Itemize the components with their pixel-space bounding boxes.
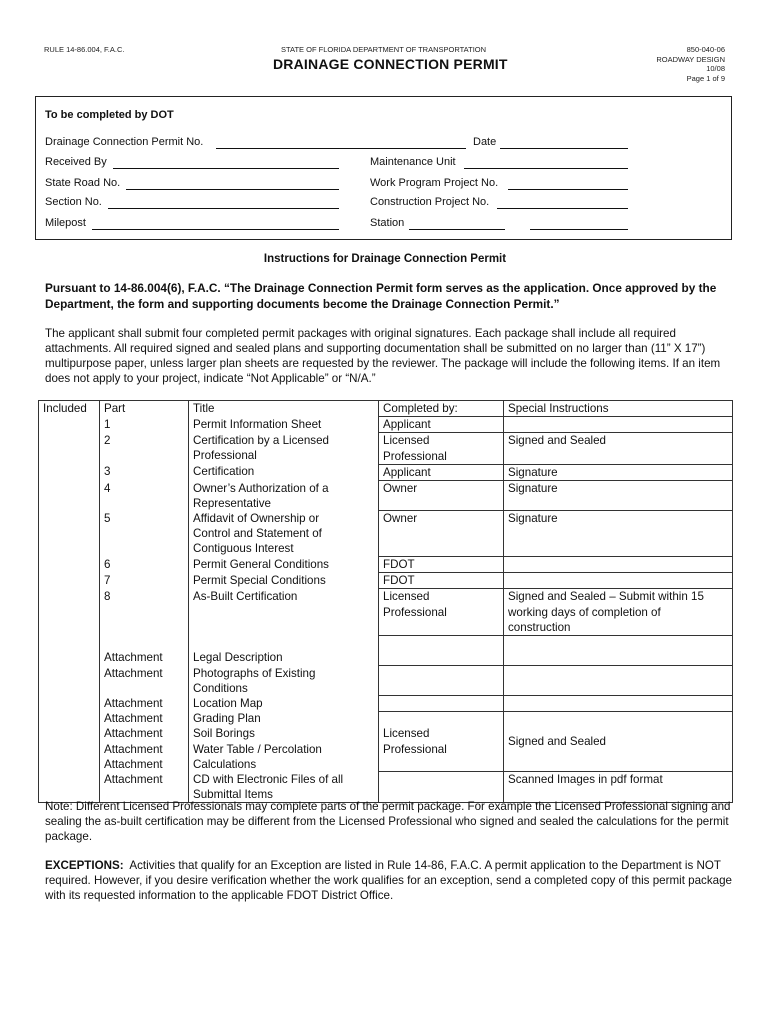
by-line: Licensed (383, 727, 430, 741)
section-field[interactable] (108, 208, 339, 209)
included-cell[interactable] (39, 711, 100, 726)
requirements-table (38, 400, 733, 803)
exceptions-text: Activities that qualify for an Exception are listed in Rule 14-86, F.A.C. A permit application to the Department is NOT required. However, if you desire verification whether the work qualifies for an exception, send a completed copy of this permit package with its requested information to the applicable FDOT District Office. (45, 859, 732, 902)
title-cell: Soil Borings (189, 726, 379, 741)
table-row (39, 417, 733, 433)
table-row (39, 589, 733, 636)
included-cell[interactable] (39, 573, 100, 589)
title-cell: Water Table / Percolation (189, 742, 379, 757)
part-cell: Attachment (100, 772, 189, 803)
station-field-2[interactable] (530, 229, 628, 230)
form-info (656, 45, 725, 83)
part-cell: 4 (100, 481, 189, 511)
construction-project-label: Construction Project No. (370, 196, 490, 208)
title-cell: Calculations (189, 757, 379, 772)
special-cell: Signed and Sealed (504, 433, 733, 464)
part-cell: 6 (100, 557, 189, 573)
part-cell: Attachment (100, 757, 189, 772)
form-number: 850-040-06 (686, 45, 725, 54)
title-cell: Location Map (189, 696, 379, 711)
completed-by-cell: FDOT (379, 573, 504, 589)
title-line: Photographs of Existing (193, 666, 316, 680)
included-cell[interactable] (39, 589, 100, 636)
included-cell[interactable] (39, 481, 100, 511)
completed-by-cell: FDOT (379, 557, 504, 573)
part-cell: 7 (100, 573, 189, 589)
title-cell: Grading Plan (189, 711, 379, 726)
header-special: Special Instructions (504, 401, 733, 417)
table-row (39, 464, 733, 480)
part-cell: 8 (100, 589, 189, 636)
instructions-heading: Instructions for Drainage Connection Permit (263, 253, 507, 265)
special-cell: Signature (504, 511, 733, 557)
by-line: Licensed (383, 434, 430, 448)
by-line: Professional (383, 449, 447, 463)
completed-by-cell (379, 666, 504, 696)
special-line: construction (508, 620, 571, 634)
work-program-field[interactable] (508, 189, 628, 190)
included-cell[interactable] (39, 726, 100, 741)
part-cell: 5 (100, 511, 189, 557)
table-row (39, 511, 733, 557)
part-cell: Attachment (100, 711, 189, 726)
included-cell[interactable] (39, 557, 100, 573)
title-line: Affidavit of Ownership or (193, 511, 320, 525)
completed-by-cell (379, 589, 504, 636)
milepost-field[interactable] (92, 229, 339, 230)
title-cell: Permit Information Sheet (189, 417, 379, 433)
title-cell (189, 433, 379, 464)
applicant-paragraph: The applicant shall submit four completed permit packages with original signatures. Each package shall include all required attachments. All required signed and sealed plans and supporting documentation shall be submitted on no larger than (11” X 17”) multipurpose paper, unless larger plan sheets are requested by the reviewer. The package will include the following items. If an item does not apply to your project, indicate “Not Applicable” or “N/A.” (45, 327, 721, 385)
special-cell: Signature (504, 464, 733, 480)
note-paragraph: Note: Different Licensed Professionals may complete parts of the permit package. For example the Licensed Professional signing and sealing the as-built certification may be different from the Licensed Professional who signed and sealed the calculations for the permit package. (45, 800, 731, 843)
table-row (39, 636, 733, 666)
part-label: Attachment (104, 650, 163, 664)
part-cell: Attachment (100, 742, 189, 757)
exceptions-label: EXCEPTIONS: (45, 859, 124, 872)
special-cell (504, 557, 733, 573)
title-line: Contiguous Interest (193, 542, 294, 556)
part-cell: 2 (100, 433, 189, 464)
by-line: Professional (383, 605, 447, 619)
state-road-label: State Road No. (45, 177, 121, 189)
table-row (39, 481, 733, 511)
special-cell (504, 589, 733, 636)
rule-reference: RULE 14-86.004, F.A.C. (44, 45, 125, 54)
header-completed-by: Completed by: (379, 401, 504, 417)
maintenance-unit-label: Maintenance Unit (370, 156, 456, 168)
work-program-label: Work Program Project No. (370, 177, 499, 189)
special-line: working days of completion of (508, 605, 661, 619)
section-label: Section No. (45, 196, 102, 208)
title-line: Legal Description (193, 650, 283, 664)
title-cell (189, 636, 379, 666)
milepost-label: Milepost (45, 217, 86, 229)
date-label: Date (473, 136, 497, 148)
title-cell (189, 511, 379, 557)
title-line: Owner’s Authorization of a (193, 481, 329, 495)
table-row (39, 711, 733, 726)
permit-no-field[interactable] (216, 148, 466, 149)
title-cell: Certification (189, 464, 379, 480)
table-header-row (39, 401, 733, 417)
table-row (39, 573, 733, 589)
construction-project-field[interactable] (497, 208, 628, 209)
title-cell (189, 481, 379, 511)
special-line: Signed and Sealed (508, 734, 606, 748)
title-line: Certification by a Licensed (193, 433, 329, 447)
pursuant-paragraph: Pursuant to 14-86.004(6), F.A.C. “The Drainage Connection Permit form serves as the application. Once approved by the Department, the form and supporting documents become the Drainage Connection Permit.” (45, 281, 717, 311)
completed-by-cell (379, 433, 504, 464)
title-line: Representative (193, 496, 271, 510)
included-cell[interactable] (39, 511, 100, 557)
title-cell (189, 666, 379, 696)
title-line: Conditions (193, 681, 248, 695)
title-line: Submittal Items (193, 788, 273, 802)
completed-by-group-cell (379, 711, 504, 772)
included-cell[interactable] (39, 636, 100, 666)
exceptions-paragraph (45, 858, 735, 903)
included-cell[interactable] (39, 696, 100, 711)
special-line: Signed and Sealed – Submit within 15 (508, 590, 704, 604)
completed-by-cell (379, 636, 504, 666)
special-cell (504, 573, 733, 589)
part-cell: 1 (100, 417, 189, 433)
table-row (39, 696, 733, 711)
form-revision: 10/08 (706, 64, 725, 73)
special-cell (504, 666, 733, 696)
special-cell (504, 696, 733, 711)
header-part: Part (100, 401, 189, 417)
part-cell: 3 (100, 464, 189, 480)
header-included: Included (39, 401, 100, 417)
part-cell: Attachment (100, 726, 189, 741)
completed-by-cell: Applicant (379, 417, 504, 433)
included-cell[interactable] (39, 433, 100, 464)
part-cell: Attachment (100, 666, 189, 696)
date-field[interactable] (500, 148, 628, 149)
permit-no-label: Drainage Connection Permit No. (45, 136, 204, 148)
state-road-field[interactable] (126, 189, 339, 190)
page-title: DRAINAGE CONNECTION PERMIT (273, 56, 508, 72)
dot-box (35, 96, 732, 240)
title-cell: Permit General Conditions (189, 557, 379, 573)
received-by-field[interactable] (113, 168, 339, 169)
completed-by-cell (379, 696, 504, 711)
included-cell[interactable] (39, 757, 100, 772)
title-cell: Permit Special Conditions (189, 573, 379, 589)
special-cell (504, 417, 733, 433)
special-group-cell (504, 711, 733, 772)
title-line: Control and Statement of (193, 527, 322, 541)
title-line: Professional (193, 449, 257, 463)
included-cell[interactable] (39, 742, 100, 757)
completed-by-cell: Owner (379, 481, 504, 511)
agency-name: STATE OF FLORIDA DEPARTMENT OF TRANSPORTATION (281, 45, 487, 54)
station-label: Station (370, 217, 405, 229)
header-title: Title (189, 401, 379, 417)
included-cell[interactable] (39, 417, 100, 433)
form-department: ROADWAY DESIGN (656, 54, 725, 64)
by-line: Licensed (383, 590, 430, 604)
completed-by-cell: Applicant (379, 464, 504, 480)
special-cell: Signature (504, 481, 733, 511)
dot-box-heading: To be completed by DOT (45, 109, 174, 121)
received-by-label: Received By (45, 156, 107, 168)
title-line: CD with Electronic Files of all (193, 772, 344, 786)
table-row (39, 557, 733, 573)
special-cell: Scanned Images in pdf format (504, 772, 733, 803)
title-cell: As-Built Certification (189, 589, 379, 636)
included-cell[interactable] (39, 464, 100, 480)
part-cell (100, 636, 189, 666)
table-row (39, 433, 733, 464)
maintenance-unit-field[interactable] (464, 168, 628, 169)
special-cell (504, 636, 733, 666)
completed-by-cell: Owner (379, 511, 504, 557)
by-line: Professional (383, 742, 447, 756)
included-cell[interactable] (39, 666, 100, 696)
page-number: Page 1 of 9 (686, 73, 725, 83)
part-cell: Attachment (100, 696, 189, 711)
station-field-1[interactable] (409, 229, 505, 230)
table-row (39, 666, 733, 696)
